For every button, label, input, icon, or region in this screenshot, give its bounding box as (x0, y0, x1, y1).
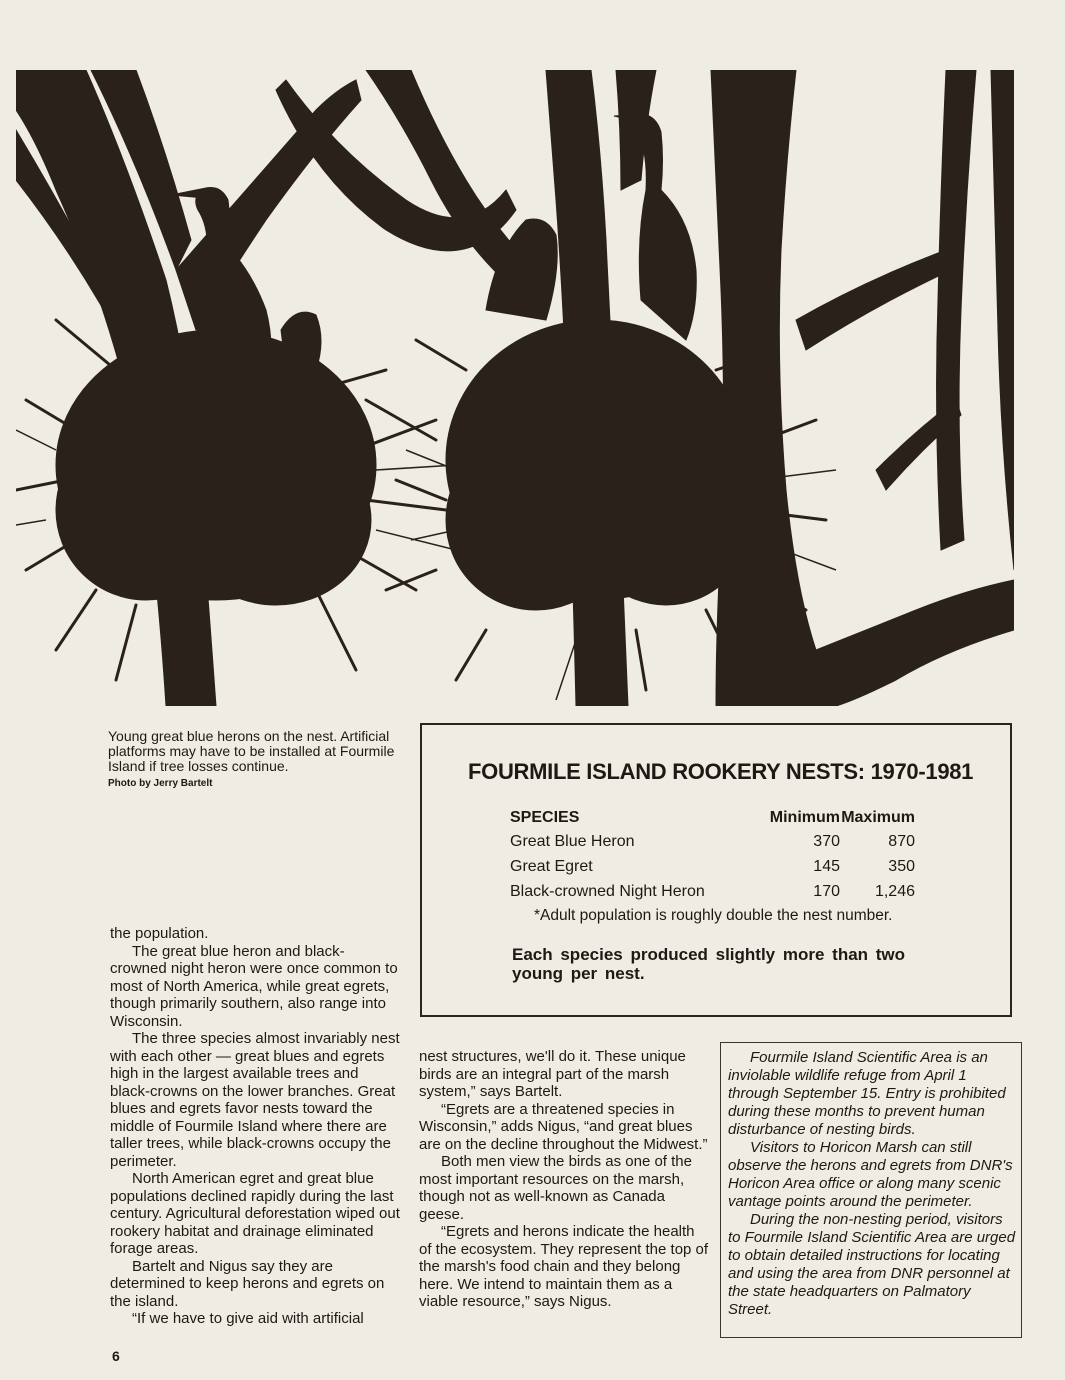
maximum-value: 1,246 (874, 883, 915, 900)
article-column-1 (110, 925, 400, 1328)
table-footnote: *Adult population is roughly double the nest number. (534, 907, 893, 924)
table-summary: Each species produced slightly more than two young per nest. (512, 945, 906, 983)
paragraph: North American egret and great blue populations declined rapidly during the last century. Agricultural deforestation wiped out rookery habitat and drainage eliminated forage areas. (110, 1170, 400, 1257)
minimum-value: 170 (813, 883, 840, 900)
paragraph: The great blue heron and black-crowned night heron were once common to most of North America, while great egrets, though primarily southern, also range into Wisconsin. (110, 942, 398, 1030)
table-row (510, 833, 950, 855)
header-maximum: Maximum (841, 809, 915, 826)
article-column-2 (419, 1048, 709, 1311)
page-number: 6 (112, 1348, 120, 1364)
paragraph: “Egrets are a threatened species in Wisconsin,” adds Nigus, “and great blues are on the decline throughout the Midwest.” (419, 1100, 708, 1153)
header-species: SPECIES (510, 809, 580, 826)
paragraph: The three species almost invariably nest with each other — great blues and egrets high in the largest available trees and black-crowns on the lower branches. Great blues and egrets favor nests toward the middle of Fourmile Island where there are taller trees, while black-crowns occupy the perimeter. (110, 1030, 400, 1170)
paragraph: “Egrets and herons indicate the health of the ecosystem. They represent the top of the marsh's food chain and they belong here. We intend to maintain them as a viable resource,” says Nigus. (419, 1223, 709, 1310)
sidebar-paragraph: During the non-nesting period, visitors to Fourmile Island Scientific Area are urged to obtain detailed instructions for locating and using the area from DNR personnel at the state headquarters on Palmatory Street. (728, 1211, 1016, 1318)
paragraph: “If we have to give aid with artificial (132, 1310, 364, 1327)
table-row (510, 858, 950, 880)
maximum-value: 350 (888, 858, 915, 875)
refuge-notice-sidebar (720, 1042, 1022, 1338)
paragraph: the population. (110, 925, 209, 942)
photo-credit: Photo by Jerry Bartelt (108, 778, 213, 789)
rookery-nests-table (420, 723, 1012, 1017)
header-minimum: Minimum (769, 809, 840, 826)
minimum-value: 370 (813, 833, 840, 850)
table-title: FOURMILE ISLAND ROOKERY NESTS: 1970-1981 (468, 759, 974, 784)
table-header-row (510, 809, 950, 831)
species-name: Great Egret (510, 858, 593, 875)
heron-silhouette-illustration (16, 70, 1014, 706)
table-row (510, 883, 950, 905)
sidebar-paragraph: Fourmile Island Scientific Area is an inviolable wildlife refuge from April 1 through September 15. Entry is prohibited during these months to prevent human disturbance of nesting birds. (728, 1049, 1006, 1138)
species-name: Great Blue Heron (510, 833, 635, 850)
minimum-value: 145 (813, 858, 840, 875)
photo-caption (108, 729, 408, 791)
paragraph: Bartelt and Nigus say they are determined to keep herons and egrets on the island. (110, 1257, 385, 1310)
paragraph: nest structures, we'll do it. These unique birds are an integral part of the marsh system,” says Bartelt. (419, 1048, 686, 1100)
maximum-value: 870 (888, 833, 915, 850)
heron-nest-photo (16, 70, 1014, 706)
species-name: Black-crowned Night Heron (510, 883, 705, 900)
sidebar-paragraph: Visitors to Horicon Marsh can still observe the herons and egrets from DNR's Horicon Area office or along many scenic vantage points around the perimeter. (728, 1139, 1013, 1210)
caption-text: Young great blue herons on the nest. Artificial platforms may have to be installed at Fourmile Island if tree losses continue. (108, 728, 395, 774)
paragraph: Both men view the birds as one of the most important resources on the marsh, though not as well-known as Canada geese. (419, 1153, 692, 1223)
